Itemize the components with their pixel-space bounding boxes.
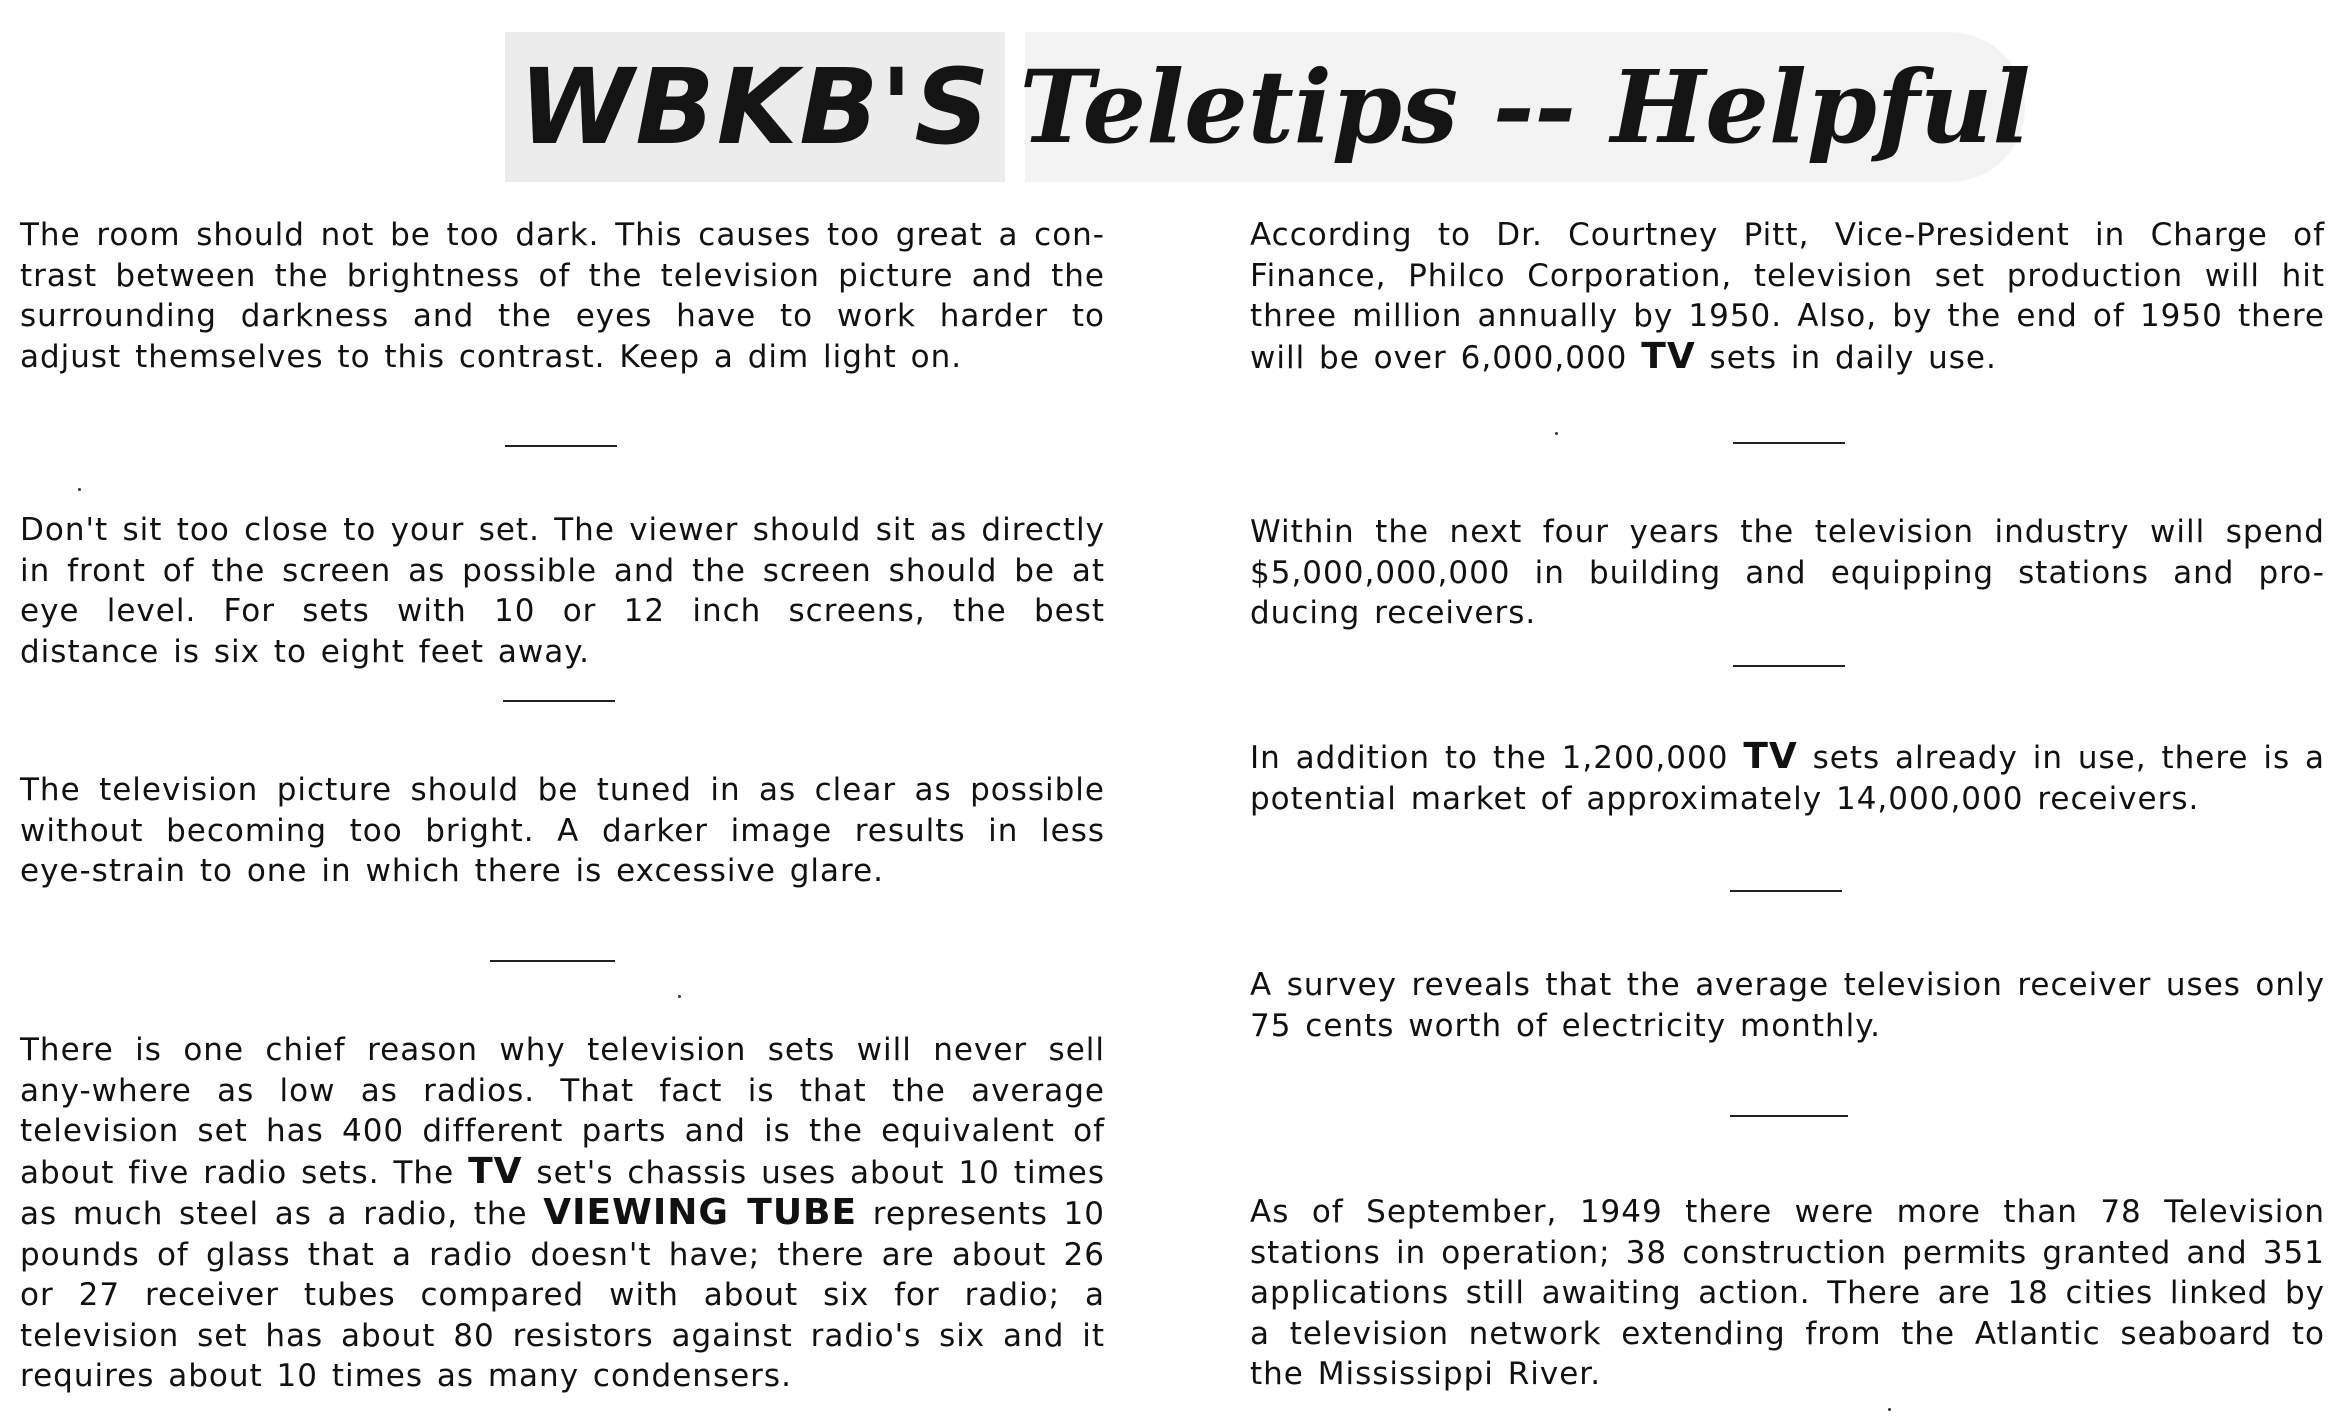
- tip-market-text: sets already in use, there is a potential market of approximately 14,000,000 receivers.: [1250, 740, 2325, 817]
- separator-rule: [490, 960, 615, 962]
- print-speck: [1888, 1408, 1891, 1411]
- tv-emphasis: TV: [1641, 335, 1696, 377]
- tip-station-count: As of September, 1949 there were more than 78 Television stations in operation; 38 construction permits granted and 351 applications still awaiting action. There are 18 cities linked by a television network extending from the Atlantic seaboard to the Mississippi River.: [1250, 1194, 2325, 1392]
- tip-production-forecast: [1250, 215, 2325, 378]
- tip-viewing-distance: Don't sit too close to your set. The viewer should sit as directly in front of the screen as possible and the screen should be at eye level. For sets with 10 or 12 inch screens, the best distance is six to eight feet away.: [20, 512, 1105, 670]
- tip-production-text: According to Dr. Courtney Pitt, Vice-President in Charge of Finance, Philco Corporation, television set production will hit three million annually by 1950. Also, by the end of 1950 there will be over 6,000,000: [1250, 217, 2325, 376]
- tv-emphasis: TV: [468, 1150, 523, 1192]
- separator-rule: [1730, 890, 1842, 892]
- tip-production-text: sets in daily use.: [1695, 339, 1997, 376]
- tip-potential-market: [1250, 737, 2325, 819]
- tip-electricity-cost: A survey reveals that the average television receiver uses only 75 cents worth of electricity monthly.: [1250, 967, 2325, 1044]
- separator-rule: [1733, 665, 1845, 667]
- masthead-title-box: [1019, 32, 2031, 182]
- masthead-title: Teletips -- Helpful: [1019, 48, 2031, 166]
- tip-set-pricing-text: set's chassis uses about 10 times as much steel as a radio, the: [20, 1154, 1105, 1232]
- tip-set-pricing: [20, 1030, 1105, 1397]
- separator-rule: [503, 700, 615, 702]
- masthead: [505, 32, 2075, 182]
- tv-emphasis: TV: [1743, 736, 1798, 777]
- tip-set-pricing-text: There is one chief reason why television sets will never sell any-where as low as radios. That fact is that the average television set has 400 different parts and is the equivalent of about five radio sets. The: [20, 1032, 1105, 1191]
- tip-market-text: In addition to the 1,200,000: [1250, 740, 1744, 776]
- tip-room-lighting: The room should not be too dark. This causes too great a con-trast between the brightness of the television picture and the surrounding darkness and the eyes have to work harder to adjust themselves to this contrast. Keep a dim light on.: [20, 217, 1105, 375]
- separator-rule: [505, 445, 617, 447]
- print-speck: [678, 995, 681, 998]
- tip-set-pricing-text: represents 10 pounds of glass that a radio doesn't have; there are about 26 or 27 receiver tubes compared with about six for radio; a television set has about 80 resistors against radio's six and it requires about 10 times as many condensers.: [20, 1196, 1105, 1394]
- tip-picture-tuning: The television picture should be tuned in as clear as possible without becoming too bright. A darker image results in less eye-strain to one in which there is excessive glare.: [20, 772, 1105, 889]
- separator-rule: [1730, 1115, 1848, 1117]
- tip-industry-spending: Within the next four years the television industry will spend $5,000,000,000 in building and equipping stations and pro-ducing receivers.: [1250, 514, 2325, 631]
- print-speck: [78, 488, 81, 491]
- separator-rule: [1733, 442, 1845, 444]
- masthead-call-letters-box: [505, 32, 1005, 182]
- print-speck: [1555, 432, 1558, 435]
- masthead-call-letters: WBKB'S: [518, 46, 992, 168]
- viewing-tube-emphasis: VIEWING TUBE: [543, 1192, 858, 1233]
